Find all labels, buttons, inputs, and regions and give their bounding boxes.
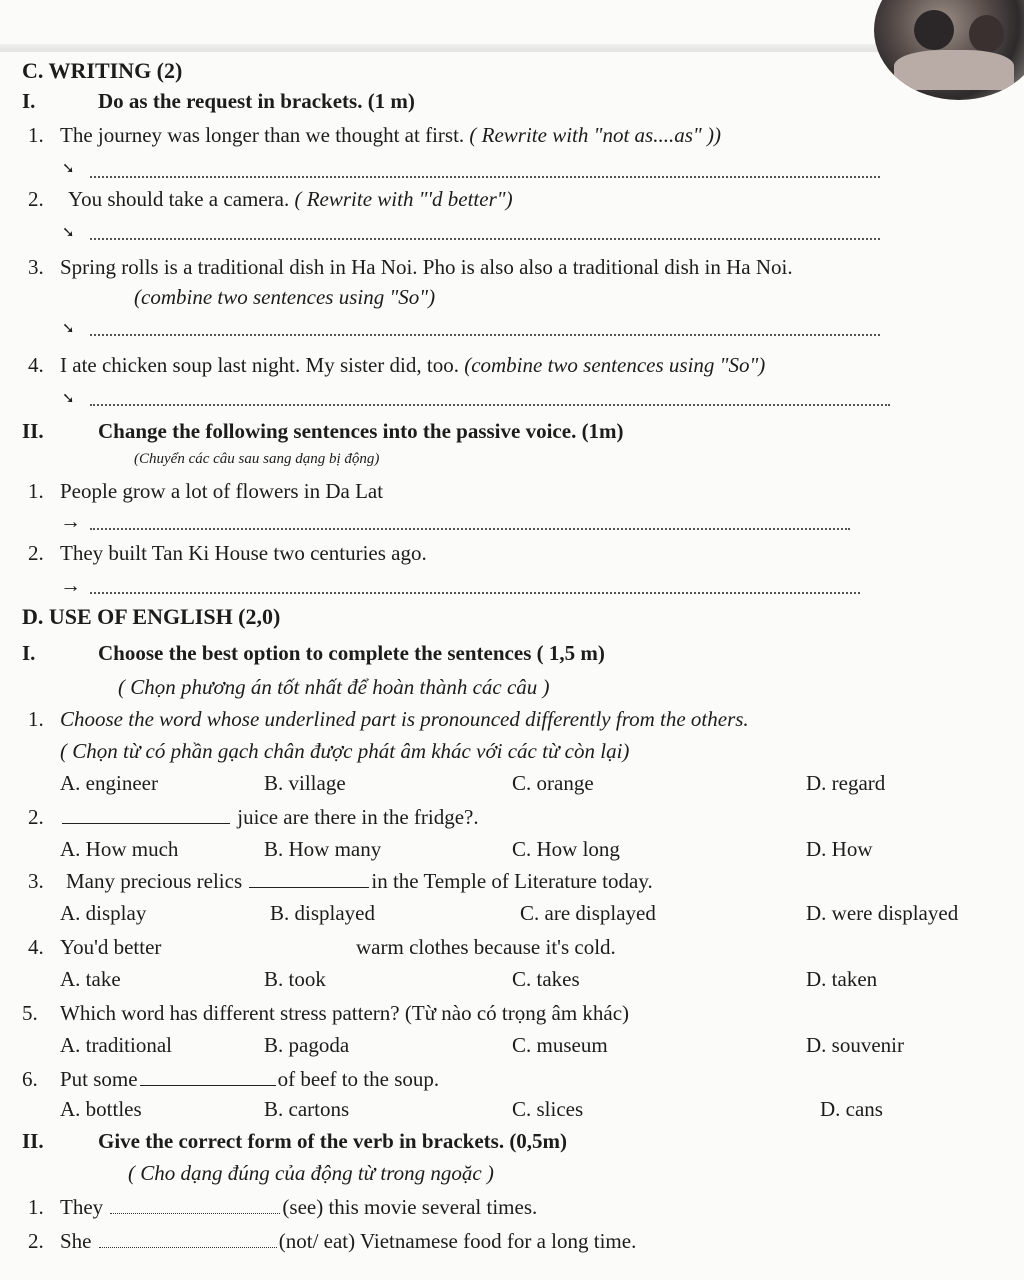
option-c[interactable]: C. takes — [512, 967, 580, 991]
question-sentence: juice are there in the fridge?. — [237, 805, 479, 829]
question-text — [60, 1228, 636, 1254]
option-d[interactable]: D. How — [806, 837, 873, 861]
question-sentence: Many precious relics — [66, 869, 243, 893]
question-text — [60, 1194, 537, 1220]
question-sentence: People grow a lot of flowers in Da Lat — [60, 479, 384, 503]
question-number: 6. — [22, 1067, 38, 1091]
question-sentence: (not/ eat) Vietnamese food for a long time. — [278, 1229, 637, 1253]
question-number: 1. — [28, 707, 44, 731]
section-heading-english: D. USE OF ENGLISH (2,0) — [22, 604, 281, 629]
question-number: 2. — [28, 805, 44, 829]
part-note: (Chuyển các câu sau sang dạng bị động) — [134, 451, 380, 467]
top-border — [0, 44, 880, 52]
answer-line[interactable] — [90, 528, 850, 530]
question-sentence: You should take a camera. — [68, 187, 290, 211]
arrow-icon: ➘ — [62, 161, 75, 177]
part-note: ( Cho dạng đúng của động từ trong ngoặc ) — [128, 1161, 494, 1185]
option-a[interactable]: A. bottles — [60, 1097, 142, 1121]
question-instruction: (combine two sentences using "So") — [134, 285, 436, 309]
option-b[interactable]: B. How many — [264, 837, 382, 861]
question-number: 5. — [22, 1001, 38, 1025]
option-b[interactable]: B. village — [264, 771, 346, 795]
answer-blank[interactable] — [249, 885, 369, 888]
question-number: 3. — [28, 869, 44, 893]
question-instruction: ( Rewrite with "'d better") — [294, 187, 513, 211]
question-number: 2. — [28, 187, 44, 211]
question-sentence: Put some — [60, 1067, 138, 1091]
question-sentence: They built Tan Ki House two centuries ago. — [60, 541, 427, 565]
option-a[interactable]: A. traditional — [60, 1033, 172, 1057]
answer-line[interactable] — [90, 334, 880, 336]
option-a[interactable]: A. take — [60, 967, 121, 991]
question-instruction: (combine two sentences using "So") — [464, 353, 766, 377]
option-a[interactable]: A. engineer — [60, 771, 158, 795]
part-title: Choose the best option to complete the sentences ( 1,5 m) — [98, 641, 605, 665]
question-sentence: in the Temple of Literature today. — [371, 869, 653, 893]
question-instruction: ( Rewrite with "not as....as" )) — [469, 123, 721, 147]
question-sentence: Choose the word whose underlined part is pronounced differently from the others. — [60, 707, 749, 731]
question-sentence: Which word has different stress pattern? (Từ nào có trọng âm khác) — [60, 1001, 630, 1025]
question-sentence: You'd better — [60, 935, 162, 959]
option-d[interactable]: D. regard — [806, 771, 886, 795]
part-number: II. — [22, 1129, 44, 1153]
question-sentence: warm clothes because it's cold. — [356, 935, 616, 959]
corner-photo — [874, 0, 1024, 100]
part-number: I. — [22, 89, 36, 113]
question-sentence: The journey was longer than we thought at first. — [60, 123, 465, 147]
answer-blank[interactable] — [62, 821, 230, 824]
question-number: 4. — [28, 935, 44, 959]
question-text — [68, 186, 513, 212]
question-number: 1. — [28, 479, 44, 503]
option-b[interactable]: B. cartons — [264, 1097, 350, 1121]
option-b[interactable]: B. displayed — [270, 901, 375, 925]
arrow-icon: ➘ — [62, 225, 75, 241]
question-text — [60, 122, 721, 148]
part-number: I. — [22, 641, 36, 665]
question-sentence: I ate chicken soup last night. My sister did, too. — [60, 353, 459, 377]
question-text — [66, 868, 653, 894]
option-b[interactable]: B. took — [264, 967, 326, 991]
option-d[interactable]: D. cans — [820, 1097, 883, 1121]
answer-line[interactable] — [90, 238, 880, 240]
arrow-icon: → — [60, 573, 81, 597]
question-sentence: Spring rolls is a traditional dish in Ha Noi. Pho is also also a traditional dish in Ha Noi. — [60, 255, 793, 279]
question-note: ( Chọn từ có phần gạch chân được phát âm khác với các từ còn lại) — [60, 739, 630, 763]
option-d[interactable]: D. were displayed — [806, 901, 959, 925]
question-text — [60, 804, 479, 830]
answer-line[interactable] — [90, 404, 890, 406]
question-text — [60, 352, 765, 378]
question-number: 4. — [28, 353, 44, 377]
option-b[interactable]: B. pagoda — [264, 1033, 350, 1057]
arrow-icon: ➘ — [62, 391, 75, 407]
part-title: Do as the request in brackets. (1 m) — [98, 89, 415, 113]
option-c[interactable]: C. slices — [512, 1097, 584, 1121]
question-number: 3. — [28, 255, 44, 279]
answer-line[interactable] — [90, 176, 880, 178]
part-title: Change the following sentences into the passive voice. (1m) — [98, 419, 624, 443]
arrow-icon: → — [60, 509, 81, 533]
question-number: 2. — [28, 1229, 44, 1253]
part-note: ( Chọn phương án tốt nhất để hoàn thành các câu ) — [118, 675, 550, 699]
part-number: II. — [22, 419, 44, 443]
arrow-icon: ➘ — [62, 321, 75, 337]
option-c[interactable]: C. How long — [512, 837, 620, 861]
answer-blank[interactable] — [99, 1245, 277, 1248]
section-heading-writing: C. WRITING (2) — [22, 58, 183, 83]
option-d[interactable]: D. souvenir — [806, 1033, 904, 1057]
option-c[interactable]: C. are displayed — [520, 901, 656, 925]
option-c[interactable]: C. orange — [512, 771, 594, 795]
question-sentence: of beef to the soup. — [277, 1067, 440, 1091]
question-sentence: She — [60, 1229, 92, 1253]
answer-line[interactable] — [90, 592, 860, 594]
question-sentence: They — [60, 1195, 104, 1219]
answer-blank[interactable] — [110, 1211, 280, 1214]
part-title: Give the correct form of the verb in brackets. (0,5m) — [98, 1129, 568, 1153]
question-text — [60, 1066, 439, 1092]
answer-blank[interactable] — [140, 1083, 276, 1086]
question-number: 1. — [28, 123, 44, 147]
option-d[interactable]: D. taken — [806, 967, 878, 991]
option-a[interactable]: A. How much — [60, 837, 179, 861]
option-a[interactable]: A. display — [60, 901, 147, 925]
option-c[interactable]: C. museum — [512, 1033, 608, 1057]
question-sentence: (see) this movie several times. — [282, 1195, 538, 1219]
question-number: 1. — [28, 1195, 44, 1219]
question-number: 2. — [28, 541, 44, 565]
